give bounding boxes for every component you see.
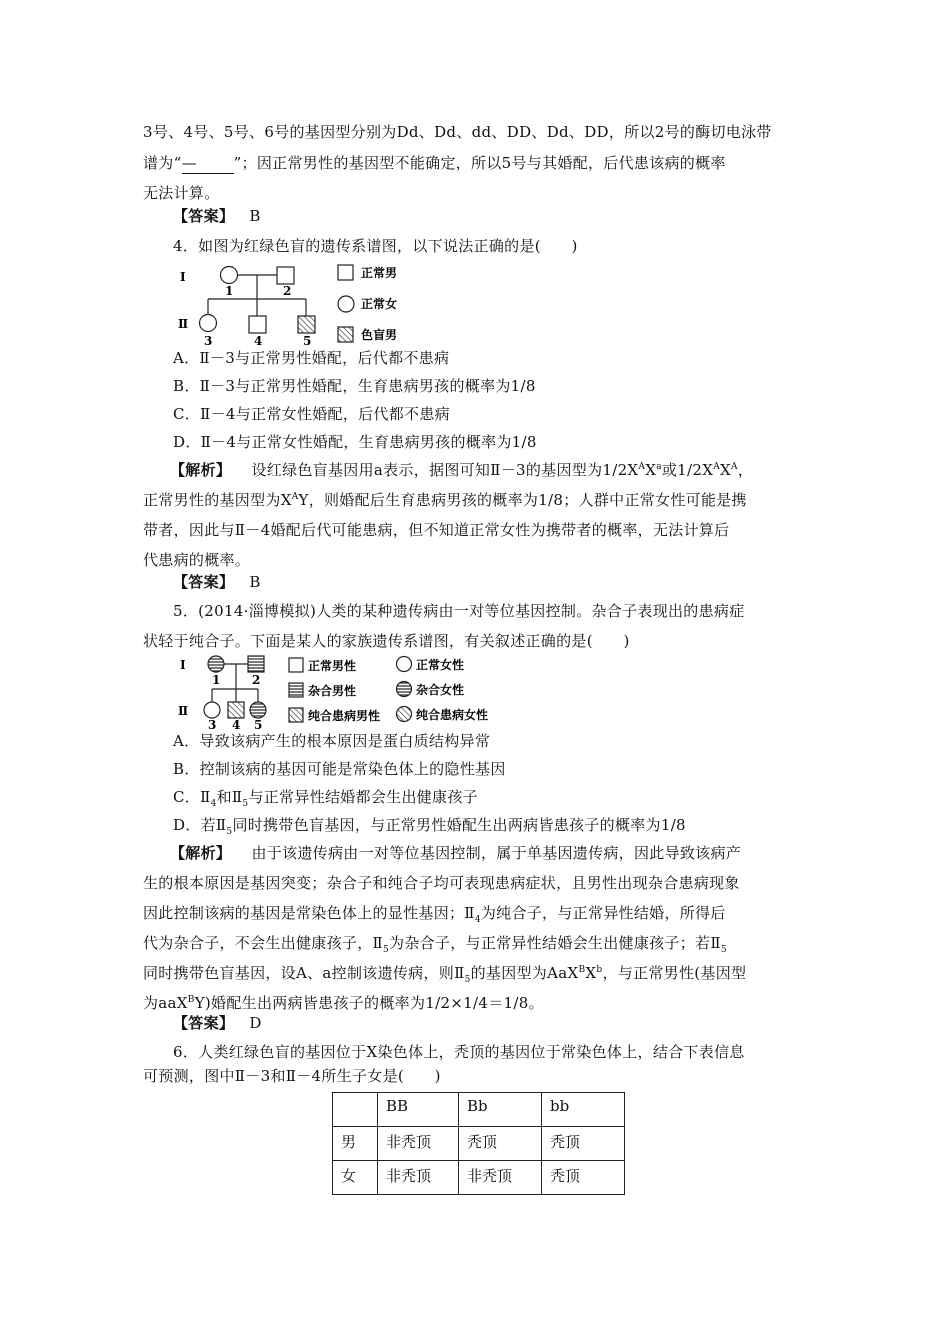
explanation-line: 同时携带色盲基因，设A、a控制该遗传病，则$Ⅱ_5$的基因型为$AaX^BX^b$，与正常男性(基因型 — [143, 964, 747, 985]
legend-label: 正常男 — [361, 266, 398, 280]
table-cell: 秃顶 — [542, 1161, 625, 1195]
generation-label: Ⅰ — [180, 658, 186, 672]
table-cell: 女 — [333, 1161, 378, 1195]
table-cell: 非秃顶 — [459, 1161, 542, 1195]
legend-label: 色盲男 — [361, 328, 398, 342]
genotype-table — [332, 1092, 625, 1195]
option-d: D．Ⅱ－4与正常女性婚配，生育患病男孩的概率为1/8 — [173, 433, 537, 451]
individual-number: 5 — [254, 718, 263, 730]
male-normal-symbol — [277, 267, 294, 284]
text-line: 无法计算。 — [143, 184, 220, 202]
individual-number: 3 — [208, 718, 217, 730]
question-stem: 5．(2014·淄博模拟)人类的某种遗传病由一对等位基因控制。杂合子表现出的患病症 — [173, 602, 745, 620]
explanation-line: 代患病的概率。 — [143, 551, 251, 569]
legend-male-symbol — [338, 265, 353, 280]
generation-label: Ⅱ — [178, 317, 189, 331]
legend-symbol — [397, 657, 412, 672]
option-a: A．导致该病产生的根本原因是蛋白质结构异常 — [173, 732, 491, 750]
table-row — [333, 1127, 625, 1161]
table-row — [333, 1161, 625, 1195]
individual-number: 2 — [252, 673, 261, 687]
question-stem: 可预测，图中Ⅱ－3和Ⅱ－4所生子女是( ) — [143, 1067, 441, 1085]
table-cell: 秃顶 — [459, 1127, 542, 1161]
female-heterozygous-symbol — [208, 656, 224, 672]
individual-number: 4 — [254, 334, 263, 348]
female-normal-symbol — [200, 315, 217, 332]
male-normal-symbol — [249, 316, 266, 333]
text-line: 3号、4号、5号、6号的基因型分别为Dd、Dd、dd、DD、Dd、DD，所以2号的酶切电泳带 — [143, 123, 772, 141]
table-cell: bb — [542, 1093, 625, 1127]
question-stem: 状轻于纯合子。下面是某人的家族遗传系谱图，有关叙述正确的是( ) — [143, 632, 630, 650]
legend-symbol — [397, 707, 412, 722]
answer-line: 【答案】 B — [173, 207, 261, 225]
female-normal-symbol — [221, 267, 238, 284]
option-b: B．控制该病的基因可能是常染色体上的隐性基因 — [173, 760, 506, 778]
explanation-line: 【解析】 设红绿色盲基因用a表示，据图可知Ⅱ－3的基因型为$1/2X^AX^a$或$1/2X^AX^A$， — [170, 461, 754, 479]
female-normal-symbol — [204, 702, 220, 718]
legend-label: 杂合女性 — [416, 683, 465, 697]
individual-number: 3 — [204, 334, 213, 348]
legend-label: 杂合男性 — [308, 684, 357, 698]
legend-symbol — [397, 682, 412, 697]
pedigree-diagram-q4 — [170, 262, 430, 348]
explanation-line: 生的根本原因是基因突变；杂合子和纯合子均可表现患病症状，且男性出现杂合患病现象 — [143, 874, 740, 892]
male-heterozygous-symbol — [248, 656, 264, 672]
generation-label: Ⅱ — [178, 704, 189, 718]
explanation-line: 因此控制该病的基因是常染色体上的显性基因；$Ⅱ_4$为纯合子，与正常异性结婚，所得后 — [143, 904, 726, 925]
individual-number: 5 — [303, 334, 312, 348]
legend-colorblind-symbol — [338, 327, 353, 342]
legend-symbol — [289, 708, 303, 722]
table-cell: 男 — [333, 1127, 378, 1161]
legend-symbol — [289, 658, 303, 672]
female-heterozygous-symbol — [250, 702, 266, 718]
generation-label: Ⅰ — [180, 270, 186, 284]
table-cell — [333, 1093, 378, 1127]
explanation-line: 代为杂合子，不会生出健康孩子，$Ⅱ_5$为杂合子，与正常异性结婚会生出健康孩子；若$Ⅱ_5$ — [143, 934, 727, 955]
text-line: 谱为“— ”；因正常男性的基因型不能确定，所以5号与其婚配，后代患该病的概率 — [143, 154, 726, 172]
answer-line: 【答案】 D — [173, 1014, 262, 1032]
option-c: C．$Ⅱ_4$和$Ⅱ_5$与正常异性结婚都会生出健康孩子 — [173, 788, 478, 809]
option-c: C．Ⅱ－4与正常女性婚配，后代都不患病 — [173, 405, 450, 423]
individual-number: 1 — [225, 284, 234, 298]
legend-label: 正常女 — [361, 297, 398, 311]
explanation-line: 带者，因此与Ⅱ－4婚配后代可能患病，但不知道正常女性为携带者的概率，无法计算后 — [143, 521, 730, 539]
option-a: A．Ⅱ－3与正常男性婚配，后代都不患病 — [173, 349, 450, 367]
table-cell: BB — [378, 1093, 459, 1127]
explanation-line: 【解析】 由于该遗传病由一对等位基因控制，属于单基因遗传病，因此导致该病产 — [170, 844, 742, 862]
option-d: D．若$Ⅱ_5$同时携带色盲基因，与正常男性婚配生出两病皆患孩子的概率为1/8 — [173, 816, 686, 837]
explanation-line: 正常男性的基因型为$X^AY$，则婚配后生育患病男孩的概率为1/8；人群中正常女性可能是携 — [143, 491, 747, 509]
legend-label: 正常女性 — [416, 658, 465, 672]
pedigree-diagram-q5 — [170, 652, 510, 730]
table-cell: 秃顶 — [542, 1127, 625, 1161]
legend-symbol — [289, 683, 303, 697]
legend-label: 纯合患病女性 — [416, 708, 489, 722]
table-cell: 非秃顶 — [378, 1161, 459, 1195]
male-colorblind-symbol — [298, 316, 315, 333]
table-cell: 非秃顶 — [378, 1127, 459, 1161]
table-header-row — [333, 1093, 625, 1127]
individual-number: 2 — [283, 284, 292, 298]
question-stem: 6．人类红绿色盲的基因位于X染色体上，秃顶的基因位于常染色体上，结合下表信息 — [173, 1043, 745, 1061]
male-homozygous-affected-symbol — [228, 702, 244, 718]
legend-female-symbol — [338, 296, 354, 312]
blank-answer: — — [182, 153, 234, 174]
explanation-line: 为aaX$^B$Y)婚配生出两病皆患孩子的概率为1/2×1/4＝1/8。 — [143, 994, 544, 1012]
table-cell: Bb — [459, 1093, 542, 1127]
question-stem: 4．如图为红绿色盲的遗传系谱图，以下说法正确的是( ) — [173, 237, 578, 255]
option-b: B．Ⅱ－3与正常男性婚配，生育患病男孩的概率为1/8 — [173, 377, 536, 395]
individual-number: 4 — [232, 718, 241, 730]
legend-label: 纯合患病男性 — [308, 709, 381, 723]
legend-label: 正常男性 — [308, 659, 357, 673]
answer-line: 【答案】 B — [173, 573, 261, 591]
individual-number: 1 — [212, 673, 221, 687]
